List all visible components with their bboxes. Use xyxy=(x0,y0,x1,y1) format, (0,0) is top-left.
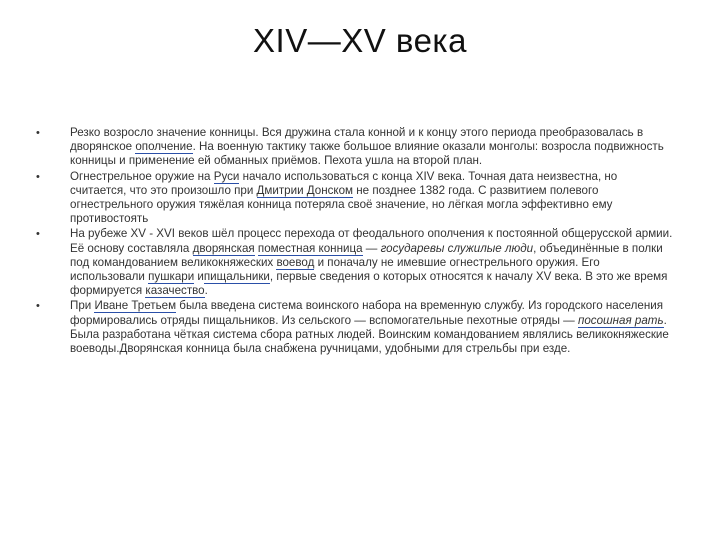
bullet-text: и xyxy=(194,270,204,284)
bullet-text: . xyxy=(204,284,208,298)
bullet-list xyxy=(36,126,676,357)
bullet-item xyxy=(36,299,676,356)
bullet-text: и поначалу не имевшие огнестрельного оружия. Его использовали xyxy=(70,255,600,284)
text-link[interactable]: Иване Третьем xyxy=(94,299,177,313)
bullet-text: государевы служилые люди xyxy=(380,241,534,255)
bullet-text: не позднее 1382 года. С развитием полевого огнестрельного оружия тяжёлая конница потеряла своё значение, но лёгкая могла эффективно ему противостоять xyxy=(70,183,613,226)
text-link[interactable]: поместная конница xyxy=(257,241,363,255)
bullet-text: — xyxy=(362,241,381,255)
bullet-text: начало использоваться с конца XIV века. Точная дата неизвестна, но считается, что это произошло при xyxy=(70,169,618,197)
bullet-text: На рубеже XV - XVI веков шёл процесс перехода от феодального ополчения к постоянной общерусской армии. Её основу составляла xyxy=(70,227,673,255)
text-link[interactable]: ополчение xyxy=(135,140,193,154)
text-link[interactable]: посошная рать xyxy=(577,313,664,327)
bullet-marker: • xyxy=(36,300,40,313)
text-link[interactable]: пищальники xyxy=(203,270,270,284)
text-link[interactable]: пушкари xyxy=(148,270,195,284)
text-link[interactable]: Руси xyxy=(213,169,240,183)
bullet-marker: • xyxy=(36,228,40,241)
bullet-item xyxy=(36,170,676,227)
bullet-text: . Была разработана чёткая система сбора ратных людей. Воинским командованием являлись великокняжеские воеводы.Дворянская конница была снабжена ручницами, удобными для стрельбы при езде. xyxy=(70,313,669,356)
bullet-item xyxy=(36,227,676,298)
slide-title: XIV—XV века xyxy=(253,22,467,59)
text-link[interactable]: казачество xyxy=(145,284,205,298)
bullet-text: Огнестрельное оружие на xyxy=(70,169,214,183)
bullet-text: Резко возросло значение конницы. Вся дружина стала конной и к концу этого периода преобразовалась в дворянское xyxy=(70,126,644,154)
bullet-item xyxy=(36,126,676,169)
bullet-text: была введена система воинского набора на временную службу. Из городского населения формировались отряды пищальников. Из сельского — вспомогательные пехотные отряды — xyxy=(70,299,663,327)
text-link[interactable]: дворянская xyxy=(192,241,255,255)
bullet-text: , первые сведения о которых относятся к началу XV века. В это же время формируется xyxy=(70,270,668,298)
text-link[interactable]: Дмитрии Донском xyxy=(256,183,354,197)
bullet-marker: • xyxy=(36,127,40,139)
bullet-text: При xyxy=(70,299,95,313)
text-link[interactable]: воевод xyxy=(276,255,315,269)
bullet-text: , объединённые в полки под командованием великокняжеских xyxy=(70,241,663,269)
bullet-text: . На военную тактику также большое влияние оказали монголы: возросла подвижность конницы и применение ей обманных приёмов. Пехота ушла на второй план. xyxy=(70,140,664,168)
bullet-marker: • xyxy=(36,170,40,183)
